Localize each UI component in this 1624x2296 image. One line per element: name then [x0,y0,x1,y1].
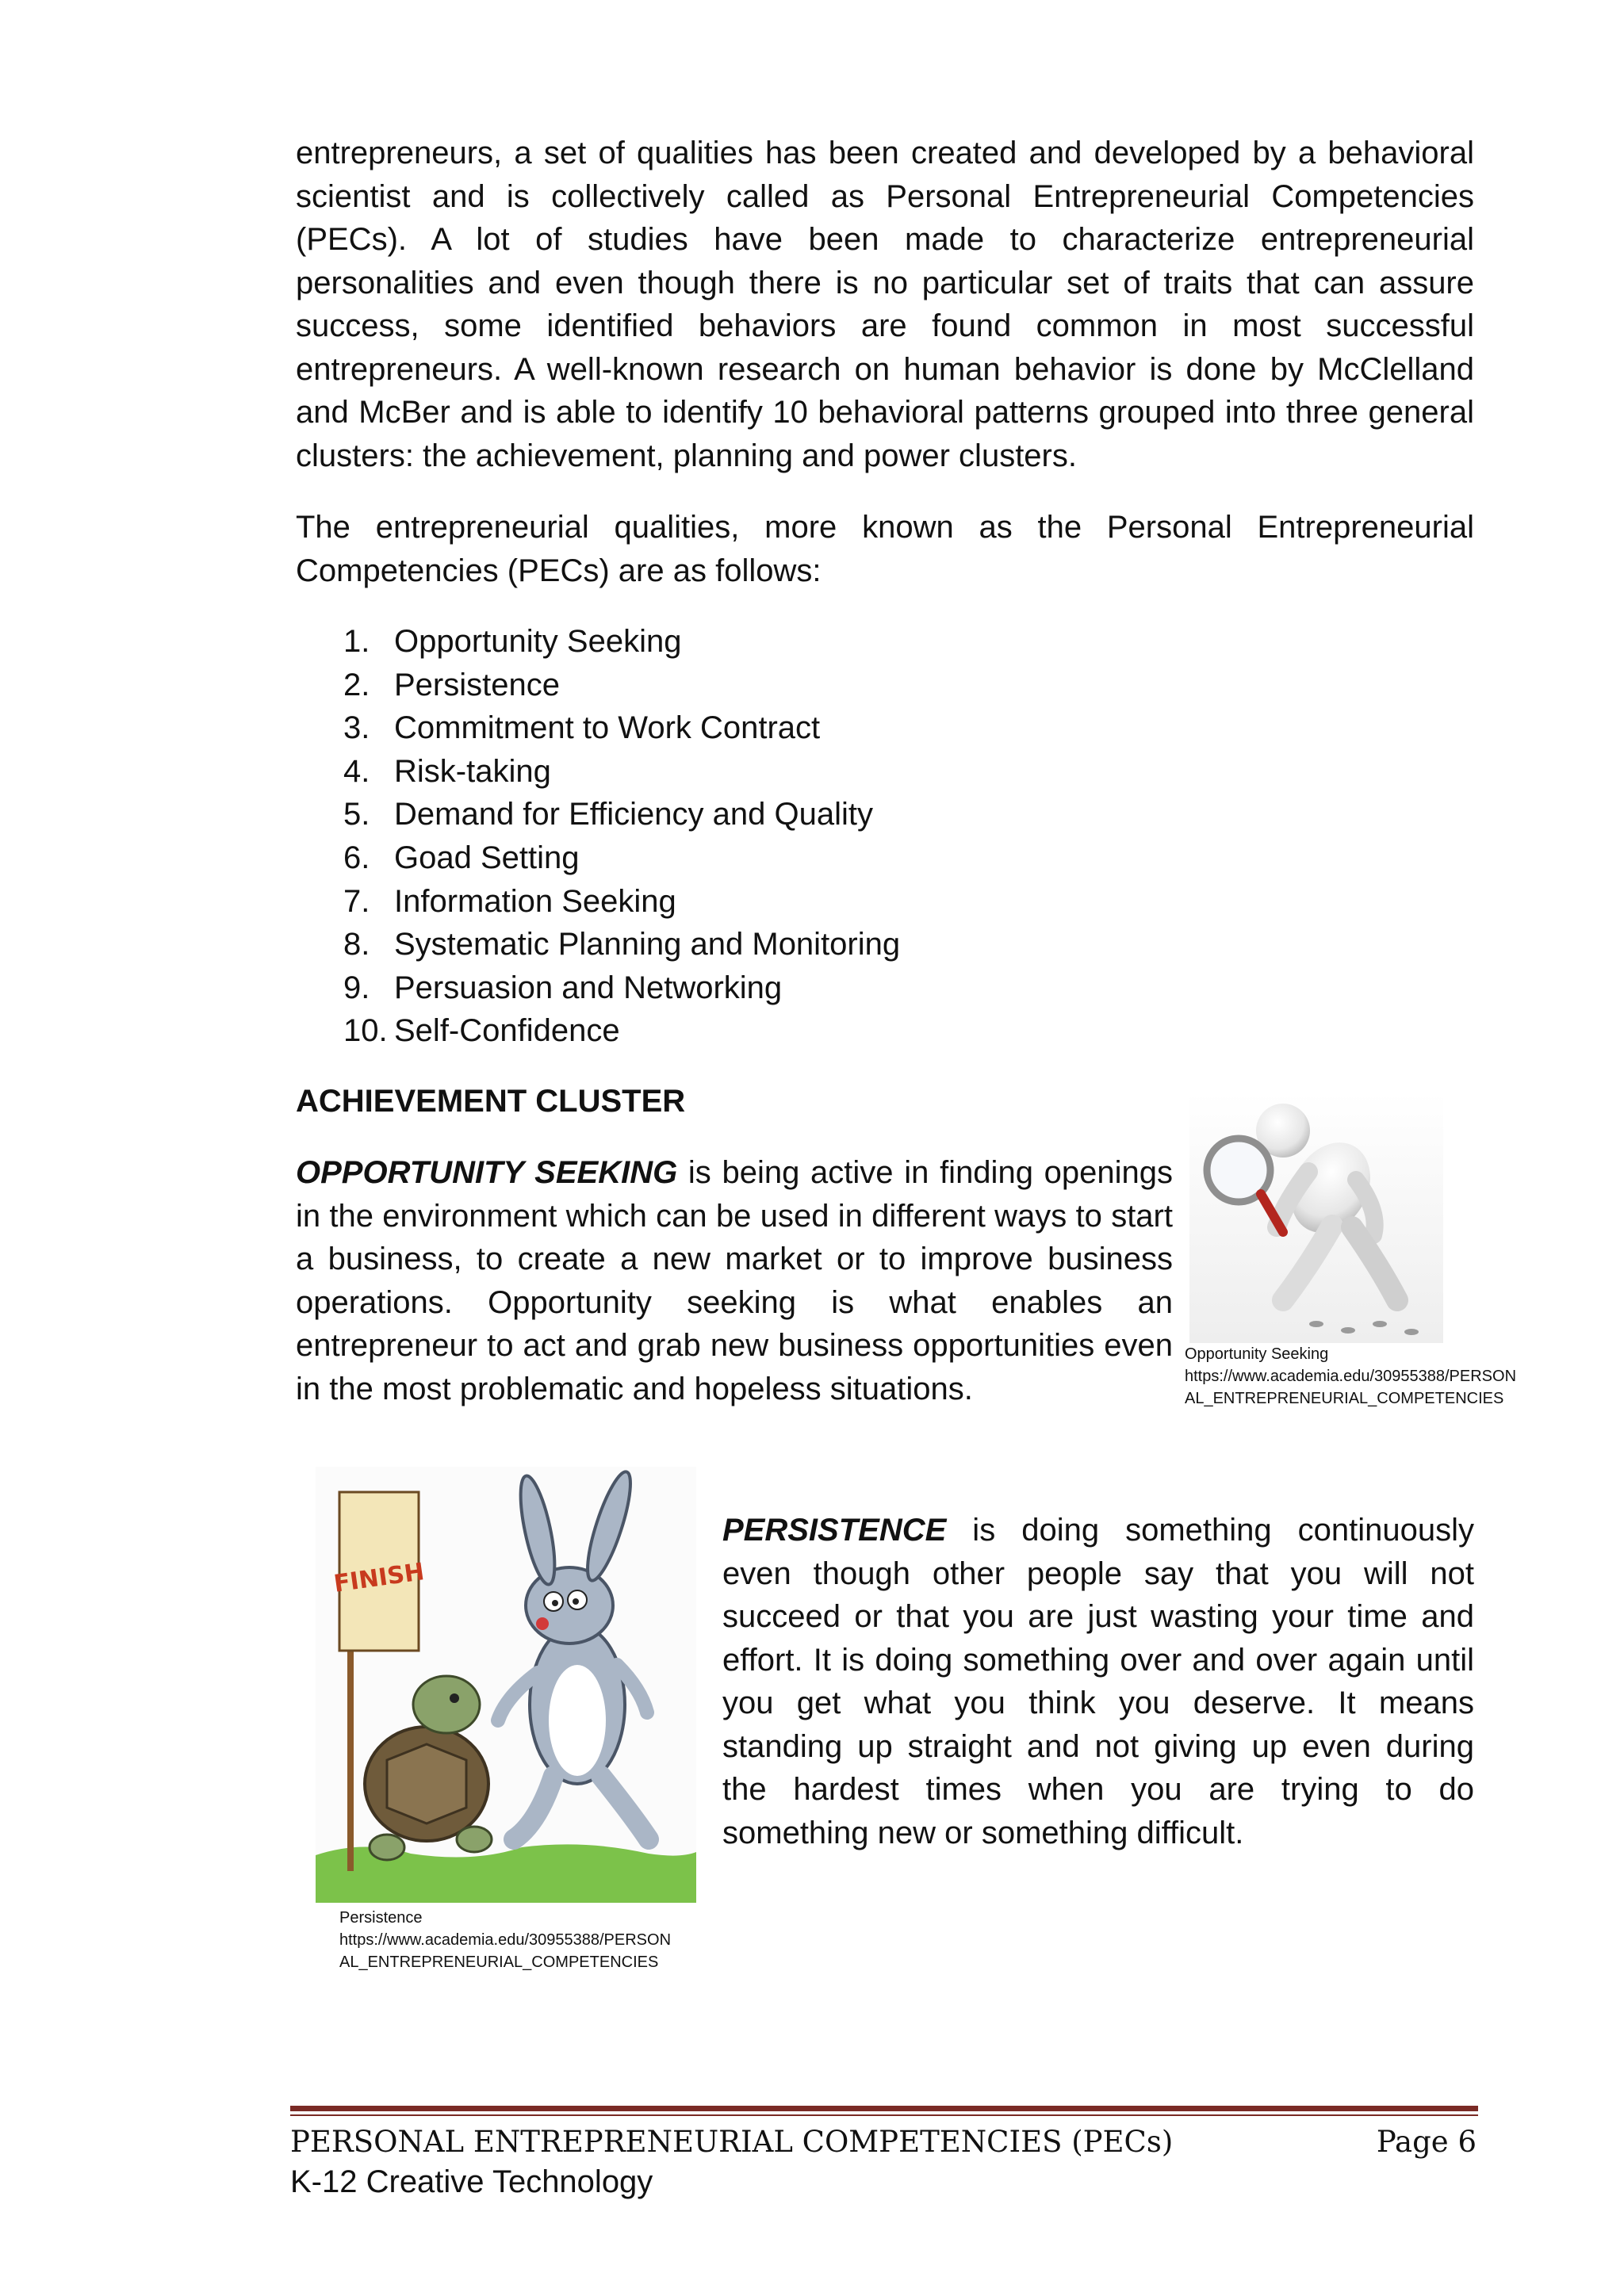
tortoise-and-hare-image [316,1467,696,1903]
footer-subtitle: K-12 Creative Technology [290,2164,653,2199]
list-item [296,966,1247,1010]
list-number: 5. [343,797,370,832]
pecs-list [296,620,1247,1053]
persistence-image-caption [339,1907,671,1973]
list-item [296,664,1247,707]
persistence-term: PERSISTENCE [722,1513,947,1548]
list-number: 4. [343,753,370,789]
list-label: Self-Confidence [394,1013,620,1049]
list-label: Commitment to Work Contract [394,710,821,746]
list-item [296,1009,1247,1053]
pecs-intro-paragraph: The entrepreneurial qualities, more known as the Personal Entrepreneurial Competencies (PECs) are as follows: [296,510,1474,588]
list-number: 3. [343,710,370,746]
caption-title: Opportunity Seeking [1185,1345,1329,1363]
magnifying-glass-figure-image [1189,1093,1443,1343]
footer-divider-thin [290,2114,1478,2116]
footer-title: PERSONAL ENTREPRENEURIAL COMPETENCIES (PECs) [290,2125,1174,2159]
list-label: Information Seeking [394,883,676,919]
list-label: Opportunity Seeking [394,624,682,659]
caption-url: AL_ENTREPRENEURIAL_COMPETENCIES [339,1954,659,1971]
footer-divider [290,2106,1478,2111]
list-number: 9. [343,970,370,1005]
list-item [296,750,1247,794]
section-heading: ACHIEVEMENT CLUSTER [296,1084,686,1119]
intro-paragraph: entrepreneurs, a set of qualities has been created and developed by a behavioral scientist and is collectively called as Personal Entrepreneurial Competencies (PECs). A lot of studies have been made to characterize entrepreneurial personalities and even though there is no particular set of traits that can assure success, some identified behaviors are found common in most successful entrepreneurs. A well-known research on human behavior is done by McClelland and McBer and is able to identify 10 behavioral patterns grouped into three general clusters: the achievement, planning and power clusters. [296,136,1474,473]
list-item [296,706,1247,750]
list-label: Risk-taking [394,753,551,789]
opportunity-seeking-term: OPPORTUNITY SEEKING [296,1155,678,1190]
list-item [296,620,1247,664]
list-label: Persuasion and Networking [394,970,783,1005]
list-label: Demand for Efficiency and Quality [394,797,874,832]
list-number: 1. [343,624,370,659]
list-label: Systematic Planning and Monitoring [394,927,901,962]
list-label: Persistence [394,667,560,702]
list-item [296,880,1247,924]
caption-title: Persistence [339,1909,423,1927]
list-item [296,923,1247,966]
caption-url: AL_ENTREPRENEURIAL_COMPETENCIES [1185,1390,1504,1407]
caption-url: https://www.academia.edu/30955388/PERSON [339,1931,672,1949]
list-number: 2. [343,667,370,702]
page-number: Page 6 [1376,2125,1477,2159]
caption-url: https://www.academia.edu/30955388/PERSON [1185,1368,1517,1385]
list-item [296,836,1247,880]
list-number: 6. [343,840,370,875]
list-number: 7. [343,883,370,919]
finish-sign-text: FINISH [331,1558,427,1598]
opportunity-image-caption [1185,1343,1516,1410]
list-number: 8. [343,927,370,962]
list-item [296,793,1247,836]
persistence-paragraph [722,1509,1474,1854]
opportunity-seeking-text: is being active in finding openings in the environment which can be used in different ways to start a business, to create a new market or to improve business operations. Opportunity seeking is what enables an entrepreneur to act and grab new business opportunities even in the most problematic and hopeless situations. [296,1155,1173,1406]
opportunity-seeking-paragraph [296,1151,1173,1410]
persistence-text: is doing something continuously even though other people say that you will not succeed or that you are just wasting your time and effort. It is doing something over and over again until you get what you think you deserve. It means standing up straight and not giving up even during the hardest times when you are trying to do something new or something difficult. [722,1513,1474,1850]
list-number: 10. [343,1013,388,1049]
list-label: Goad Setting [394,840,580,875]
